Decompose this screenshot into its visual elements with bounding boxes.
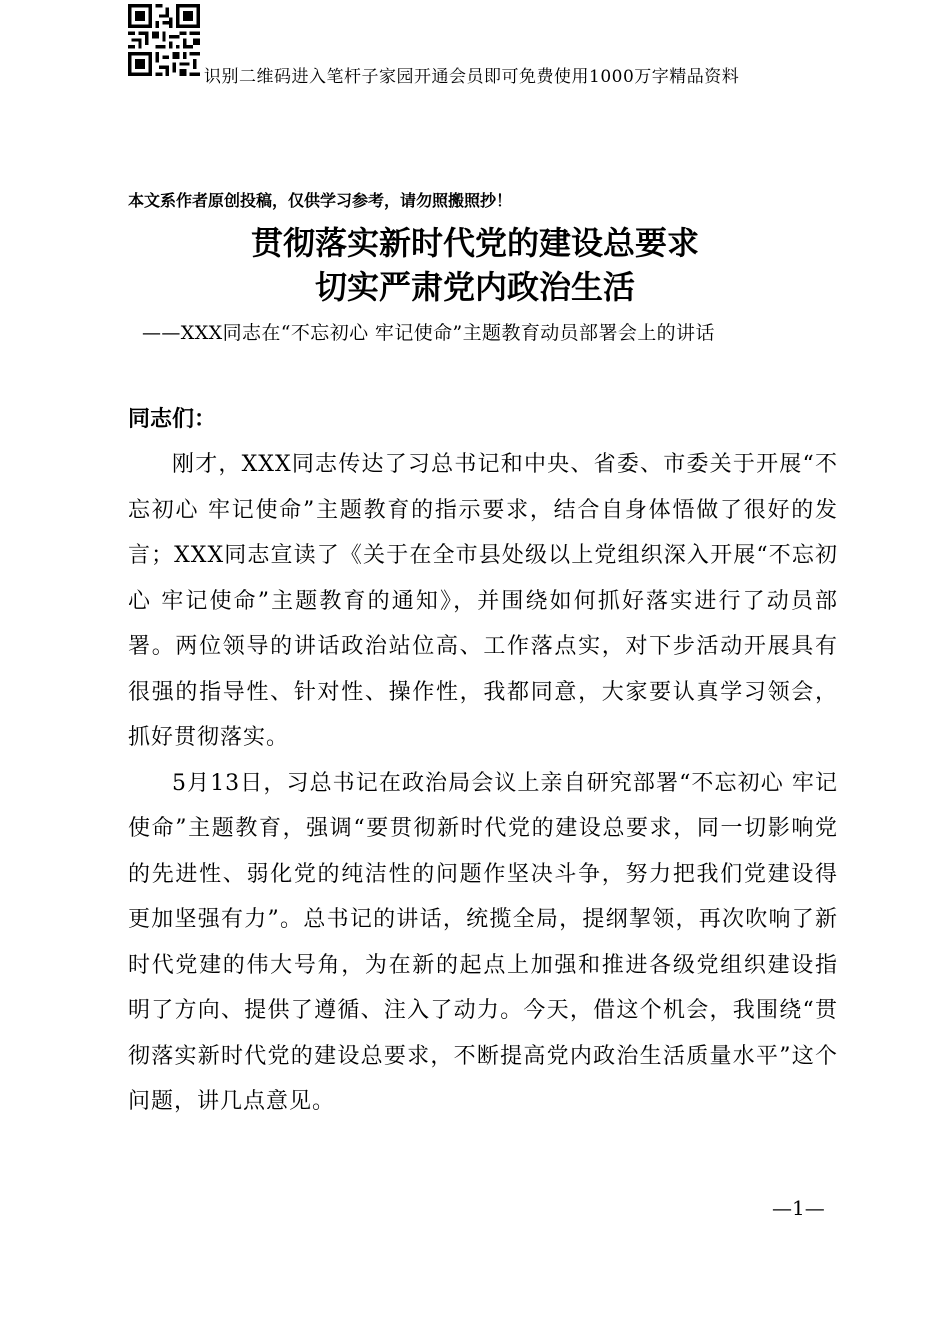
original-notice: 本文系作者原创投稿，仅供学习参考，请勿照搬照抄！ xyxy=(128,191,513,210)
paragraph: 5月13日，习总书记在政治局会议上亲自研究部署“不忘初心 牢记使命”主题教育，强调“要贯彻新时代党的建设总要求，同一切影响党的先进性、弱化党的纯洁性的问题作坚决斗争，努力把我们党建设得更加坚强有力”。总书记的讲话，统揽全局，提纲挈领，再次吹响了新时代党建的伟大号角，为在新的起点上加强和推进各级党组织建设指明了方向、提供了遵循、注入了动力。今天，借这个机会，我围绕“贯彻落实新时代党的建设总要求，不断提高党内政治生活质量水平”这个问题，讲几点意见。 xyxy=(128,770,838,1114)
paragraph: 刚才，XXX同志传达了习总书记和中央、省委、市委关于开展“不忘初心 牢记使命”主题教育的指示要求，结合自身体悟做了很好的发言；XXX同志宣读了《关于在全市县处级以上党组织深入开展“不忘初心 牢记使命”主题教育的通知》，并围绕如何抓好落实进行了动员部署。两位领导的讲话政治站位高、工作落点实，对下步活动开展具有很强的指导性、针对性、操作性，我都同意，大家要认真学习领会，抓好贯彻落实。 xyxy=(128,452,838,750)
body-text xyxy=(128,442,838,1125)
title-line-1: 贯彻落实新时代党的建设总要求 xyxy=(250,224,699,262)
title-line-2: 切实严肃党内政治生活 xyxy=(314,268,635,306)
subtitle: ——XXX同志在“不忘初心 牢记使命”主题教育动员部署会上的讲话 xyxy=(142,322,715,344)
page-number: —1— xyxy=(772,1196,825,1220)
qr-caption: 识别二维码进入笔杆子家园开通会员即可免费使用1000万字精品资料 xyxy=(204,67,740,87)
greeting: 同志们： xyxy=(128,406,217,432)
qr-code-icon xyxy=(128,4,200,76)
